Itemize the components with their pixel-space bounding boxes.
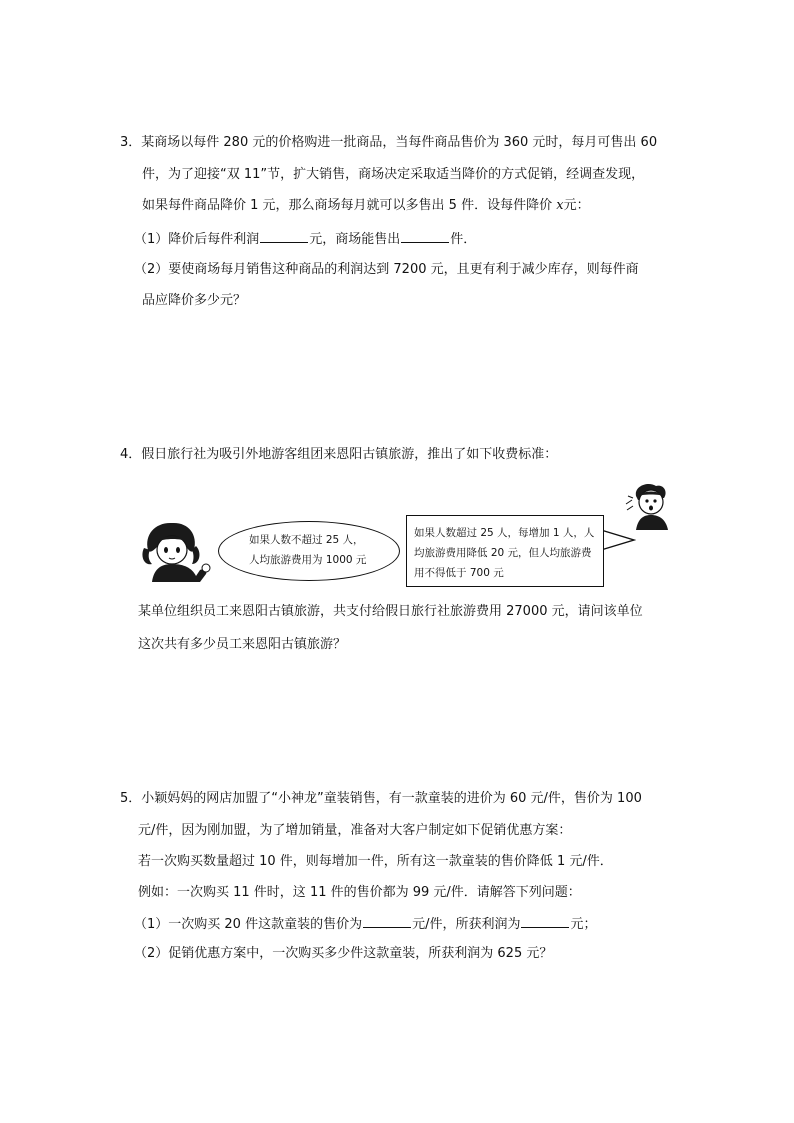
q5-line-1: 5．小颖妈妈的网店加盟了“小神龙”童装销售，有一款童装的进价为 60 元/件，售价为 100 <box>120 791 642 806</box>
rect-text-line-3: 用不得低于 700 元 <box>414 567 504 579</box>
q5-line-4: 例如：一次购买 11 件时，这 11 件的售价都为 99 元/件．请解答下列问题： <box>138 885 581 900</box>
q5-part-1 <box>134 915 596 933</box>
oval-text-line-2: 人均旅游费用为 1000 元 <box>249 554 367 566</box>
q3-part-2-line-1: （2）要使商场每月销售这种商品的利润达到 7200 元，且更有利于减少库存，则每件商 <box>134 262 639 277</box>
answer-blank[interactable] <box>401 230 449 243</box>
q3-line-3-end: 元： <box>563 198 590 213</box>
q5-part-2: （2）促销优惠方案中，一次购买多少件这款童装，所获利润为 625 元？ <box>134 946 553 961</box>
answer-blank[interactable] <box>521 915 569 928</box>
q4-body-line-1: 某单位组织员工来恩阳古镇旅游，共支付给假日旅行社旅游费用 27000 元，请问该单位 <box>138 604 643 619</box>
q5-part-1-mid: 元/件，所获利润为 <box>412 917 521 932</box>
rect-speech-bubble <box>406 515 604 587</box>
q5-part-1-text: （1）一次购买 20 件这款童装的售价为 <box>134 917 363 932</box>
rect-text-line-1: 如果人数超过 25 人，每增加 1 人，人 <box>414 527 595 539</box>
q4-body-line-2: 这次共有多少员工来恩阳古镇旅游？ <box>138 637 347 652</box>
oval-speech-bubble <box>218 521 400 581</box>
answer-blank[interactable] <box>363 915 411 928</box>
q3-line-1: 3．某商场以每件 280 元的价格购进一批商品，当每件商品售价为 360 元时，每月可售出 60 <box>120 135 658 150</box>
oval-text-line-1: 如果人数不超过 25 人， <box>249 534 364 546</box>
q3-variable-x: x <box>556 198 564 213</box>
boy-figure <box>622 482 678 530</box>
q3-part-1-mid: 元，商场能售出 <box>309 232 401 247</box>
q3-line-3 <box>142 198 590 214</box>
q3-part-1-end: 件． <box>450 232 477 247</box>
q5-part-1-end: 元； <box>570 917 597 932</box>
q3-line-3-text: 如果每件商品降价 1 元，那么商场每月就可以多售出 5 件．设每件降价 <box>142 198 557 213</box>
q4-line-1: 4．假日旅行社为吸引外地游客组团来恩阳古镇旅游，推出了如下收费标准： <box>120 447 558 462</box>
girl-figure <box>142 520 214 582</box>
q5-line-3: 若一次购买数量超过 10 件，则每增加一件，所有这一款童装的售价降低 1 元/件． <box>138 854 613 869</box>
bubble-pointer <box>600 528 636 554</box>
rect-text-line-2: 均旅游费用降低 20 元，但人均旅游费 <box>414 547 592 559</box>
q3-part-1 <box>134 230 476 248</box>
q5-line-2: 元/件，因为刚加盟，为了增加销量，准备对大客户制定如下促销优惠方案： <box>138 823 572 838</box>
answer-blank[interactable] <box>260 230 308 243</box>
q3-part-1-text: （1）降价后每件利润 <box>134 232 260 247</box>
q3-line-2: 件，为了迎接“双 11”节，扩大销售，商场决定采取适当降价的方式促销，经调查发现， <box>142 167 645 182</box>
q3-part-2-line-2: 品应降价多少元？ <box>142 293 247 308</box>
